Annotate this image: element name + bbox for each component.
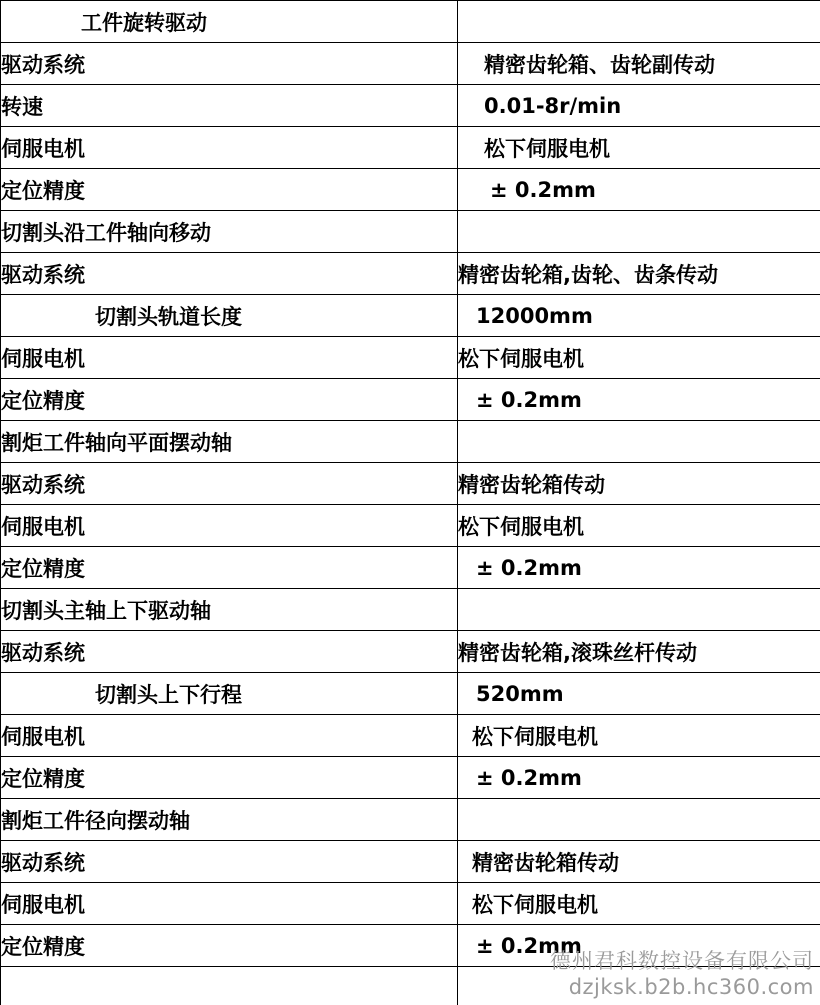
table-row xyxy=(1,463,820,505)
param-value: 精密齿轮箱、齿轮副传动 xyxy=(458,43,820,85)
param-label: 定位精度 xyxy=(1,547,458,589)
param-value: 松下伺服电机 xyxy=(458,337,820,379)
table-row xyxy=(1,379,820,421)
param-value: 松下伺服电机 xyxy=(458,505,820,547)
param-label xyxy=(1,967,458,1005)
param-value: 松下伺服电机 xyxy=(458,127,820,169)
param-label: 驱动系统 xyxy=(1,253,458,295)
param-label: 驱动系统 xyxy=(1,463,458,505)
param-value: 松下伺服电机 xyxy=(458,715,820,757)
table-row xyxy=(1,757,820,799)
param-value: 松下伺服电机 xyxy=(458,883,820,925)
section-title: 切割头沿工件轴向移动 xyxy=(1,211,458,253)
param-label: 驱动系统 xyxy=(1,631,458,673)
param-value: ± 0.2mm xyxy=(458,925,820,967)
watermark xyxy=(550,948,814,1000)
param-value: 精密齿轮箱传动 xyxy=(458,841,820,883)
param-label: 伺服电机 xyxy=(1,715,458,757)
param-value: ± 0.2mm xyxy=(458,169,820,211)
table-row xyxy=(1,841,820,883)
section-row xyxy=(1,211,820,253)
param-label: 伺服电机 xyxy=(1,127,458,169)
param-value: 520mm xyxy=(458,673,820,715)
value-cell xyxy=(458,211,820,253)
table-row xyxy=(1,127,820,169)
section-row xyxy=(1,1,820,43)
value-cell xyxy=(458,421,820,463)
param-label: 切割头轨道长度 xyxy=(1,295,458,337)
table-row xyxy=(1,547,820,589)
param-value: 精密齿轮箱,滚珠丝杆传动 xyxy=(458,631,820,673)
table-row xyxy=(1,631,820,673)
value-cell xyxy=(458,1,820,43)
watermark-company: 德州君科数控设备有限公司 xyxy=(550,948,814,974)
table-row xyxy=(1,85,820,127)
param-label: 伺服电机 xyxy=(1,337,458,379)
param-label: 定位精度 xyxy=(1,379,458,421)
param-value: 精密齿轮箱传动 xyxy=(458,463,820,505)
param-label: 驱动系统 xyxy=(1,841,458,883)
param-label: 定位精度 xyxy=(1,169,458,211)
section-title: 工件旋转驱动 xyxy=(1,1,458,43)
section-title: 切割头主轴上下驱动轴 xyxy=(1,589,458,631)
param-label: 伺服电机 xyxy=(1,883,458,925)
param-value: 12000mm xyxy=(458,295,820,337)
param-value: ± 0.2mm xyxy=(458,379,820,421)
value-cell xyxy=(458,799,820,841)
table-row xyxy=(1,505,820,547)
table-row xyxy=(1,883,820,925)
table-row xyxy=(1,43,820,85)
section-row xyxy=(1,589,820,631)
param-value: 精密齿轮箱,齿轮、齿条传动 xyxy=(458,253,820,295)
table-row xyxy=(1,715,820,757)
table-row xyxy=(1,253,820,295)
param-label: 定位精度 xyxy=(1,757,458,799)
watermark-domain: dzjksk.b2b.hc360.com xyxy=(550,974,814,1000)
param-label: 转速 xyxy=(1,85,458,127)
section-title: 割炬工件轴向平面摆动轴 xyxy=(1,421,458,463)
param-value: ± 0.2mm xyxy=(458,547,820,589)
param-label: 伺服电机 xyxy=(1,505,458,547)
param-label: 切割头上下行程 xyxy=(1,673,458,715)
table-row xyxy=(1,673,820,715)
value-cell xyxy=(458,589,820,631)
table-row xyxy=(1,295,820,337)
param-label: 定位精度 xyxy=(1,925,458,967)
param-value: ± 0.2mm xyxy=(458,757,820,799)
section-row xyxy=(1,799,820,841)
table-row xyxy=(1,169,820,211)
section-row xyxy=(1,421,820,463)
param-label: 驱动系统 xyxy=(1,43,458,85)
param-value: 0.01-8r/min xyxy=(458,85,820,127)
table-row xyxy=(1,337,820,379)
section-title: 割炬工件径向摆动轴 xyxy=(1,799,458,841)
